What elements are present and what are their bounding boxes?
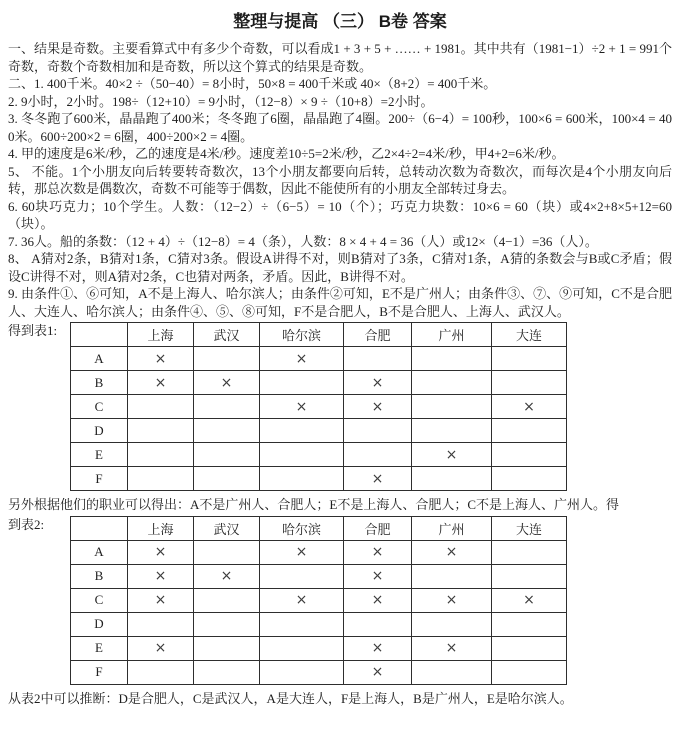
row-label: F bbox=[71, 467, 128, 491]
mark-cell: × bbox=[128, 371, 194, 395]
table-row bbox=[71, 588, 567, 612]
row-label: D bbox=[71, 612, 128, 636]
header-row bbox=[71, 323, 567, 347]
mark-cell bbox=[128, 443, 194, 467]
mark-cell bbox=[492, 636, 567, 660]
mark-cell bbox=[260, 419, 344, 443]
table-row bbox=[71, 395, 567, 419]
answer-paragraph-6: 5、 不能。1个小朋友向后转要转奇数次，13个小朋友都要向后转，总转动次数为奇数次，而每次是4个小朋友向后转，那总次数是偶数次，奇数不可能等于偶数，因此不能使所有的小朋友全部转过身去。 bbox=[8, 163, 672, 196]
row-label: D bbox=[71, 419, 128, 443]
mark-cell bbox=[260, 371, 344, 395]
row-label: E bbox=[71, 443, 128, 467]
mark-cell bbox=[260, 564, 344, 588]
answer-paragraph-7: 6. 60块巧克力；10个学生。人数：（12−2）÷（6−5）= 10（个）；巧克力块数：10×6 = 60（块）或4×2+8×5+12=60（块）。 bbox=[8, 198, 672, 231]
mark-cell bbox=[492, 347, 567, 371]
mark-cell: × bbox=[194, 371, 260, 395]
header-row bbox=[71, 516, 567, 540]
mark-cell bbox=[194, 347, 260, 371]
row-label: B bbox=[71, 371, 128, 395]
column-header: 大连 bbox=[492, 323, 567, 347]
answer-paragraph-2: 二、1. 400千米。40×2 ÷（50−40）= 8小时，50×8 = 400千米或 40×（8+2）= 400千米。 bbox=[8, 76, 497, 91]
answer-paragraph-4: 3. 冬冬跑了600米，晶晶跑了400米；冬冬跑了6圈，晶晶跑了4圈。200÷（6−4）= 100秒，100×6 = 600米，100×4 = 400米。600÷200×2 = 6圈，400÷200×2 = 4圈。 bbox=[8, 111, 672, 144]
column-header: 哈尔滨 bbox=[260, 323, 344, 347]
mark-cell bbox=[492, 564, 567, 588]
mark-cell: × bbox=[344, 371, 412, 395]
mark-cell bbox=[412, 395, 492, 419]
mark-cell: × bbox=[492, 588, 567, 612]
column-header: 大连 bbox=[492, 516, 567, 540]
column-header: 上海 bbox=[128, 516, 194, 540]
mark-cell bbox=[412, 564, 492, 588]
mark-cell bbox=[194, 395, 260, 419]
table-row bbox=[71, 540, 567, 564]
mark-cell bbox=[128, 395, 194, 419]
mark-cell: × bbox=[344, 660, 412, 684]
mark-cell: × bbox=[128, 540, 194, 564]
mark-cell bbox=[344, 419, 412, 443]
answer-paragraph-10: 9. 由条件①、⑥可知，A不是上海人、哈尔滨人；由条件②可知，E不是广州人；由条件③、⑦、⑨可知，C不是合肥人、大连人、哈尔滨人；由条件④、⑤、⑧可知，F不是合肥人，B不是合肥人、上海人、武汉人。 bbox=[8, 286, 672, 319]
mark-cell bbox=[128, 467, 194, 491]
mark-cell bbox=[260, 636, 344, 660]
mark-cell: × bbox=[344, 395, 412, 419]
mark-cell: × bbox=[412, 540, 492, 564]
mark-cell bbox=[412, 467, 492, 491]
mark-cell bbox=[260, 660, 344, 684]
table1-section bbox=[8, 321, 672, 491]
mark-cell bbox=[128, 612, 194, 636]
mark-cell: × bbox=[492, 395, 567, 419]
table2-section bbox=[8, 515, 672, 685]
table-row bbox=[71, 443, 567, 467]
table2-grid bbox=[70, 516, 567, 685]
mark-cell bbox=[412, 371, 492, 395]
column-header: 武汉 bbox=[194, 323, 260, 347]
mark-cell: × bbox=[128, 564, 194, 588]
column-header: 武汉 bbox=[194, 516, 260, 540]
mark-cell bbox=[194, 443, 260, 467]
mark-cell: × bbox=[194, 564, 260, 588]
mark-cell bbox=[492, 419, 567, 443]
mark-cell bbox=[492, 371, 567, 395]
mark-cell: × bbox=[344, 588, 412, 612]
row-label: A bbox=[71, 540, 128, 564]
table1-label: 得到表1: bbox=[8, 323, 58, 338]
mark-cell bbox=[260, 443, 344, 467]
answer-paragraph-3: 2. 9小时，2小时。198÷（12+10）= 9小时，（12−8）× 9 ÷（10+8）=2小时。 bbox=[8, 93, 434, 109]
mark-cell: × bbox=[260, 540, 344, 564]
mark-cell bbox=[492, 540, 567, 564]
answer-paragraph-9: 8、 A猜对2条，B猜对1条，C猜对3条。假设A讲得不对，则B猜对了3条，C猜对1条，A猜的条数会与B或C矛盾；假设C讲得不对，则A猜对2条，C也猜对两条，矛盾。因此，B讲得不对。 bbox=[8, 251, 672, 284]
mark-cell bbox=[194, 467, 260, 491]
page-title: 整理与提高 （三） B卷 答案 bbox=[233, 12, 447, 31]
mark-cell: × bbox=[344, 564, 412, 588]
column-header: 合肥 bbox=[344, 323, 412, 347]
column-header: 上海 bbox=[128, 323, 194, 347]
row-label: B bbox=[71, 564, 128, 588]
row-label: A bbox=[71, 347, 128, 371]
mark-cell: × bbox=[260, 395, 344, 419]
table-row bbox=[71, 612, 567, 636]
mark-cell bbox=[194, 612, 260, 636]
answer-paragraph-8: 7. 36人。船的条数：（12 + 4）÷（12−8）= 4（条），人数：8 × 4 + 4 = 36（人）或12×（4−1）=36（人）。 bbox=[8, 233, 598, 249]
mark-cell bbox=[194, 660, 260, 684]
column-header: 广州 bbox=[412, 516, 492, 540]
column-header: 合肥 bbox=[344, 516, 412, 540]
between-tables-text: 另外根据他们的职业可以得出：A不是广州人、合肥人；E不是上海人、合肥人；C不是上海人、广州人。得 bbox=[8, 497, 620, 512]
row-label: C bbox=[71, 395, 128, 419]
mark-cell: × bbox=[412, 636, 492, 660]
mark-cell: × bbox=[260, 588, 344, 612]
table2-label: 到表2: bbox=[8, 516, 45, 532]
row-label: E bbox=[71, 636, 128, 660]
mark-cell bbox=[492, 443, 567, 467]
mark-cell: × bbox=[344, 636, 412, 660]
mark-cell bbox=[128, 419, 194, 443]
table-row bbox=[71, 660, 567, 684]
column-header: 广州 bbox=[412, 323, 492, 347]
mark-cell: × bbox=[128, 347, 194, 371]
mark-cell bbox=[492, 612, 567, 636]
mark-cell bbox=[128, 660, 194, 684]
mark-cell bbox=[194, 636, 260, 660]
mark-cell bbox=[344, 612, 412, 636]
mark-cell bbox=[260, 612, 344, 636]
mark-cell bbox=[412, 347, 492, 371]
table-row bbox=[71, 467, 567, 491]
mark-cell: × bbox=[128, 588, 194, 612]
mark-cell bbox=[344, 443, 412, 467]
row-label: C bbox=[71, 588, 128, 612]
mark-cell bbox=[260, 467, 344, 491]
mark-cell: × bbox=[412, 588, 492, 612]
table1-grid bbox=[70, 322, 567, 491]
mark-cell bbox=[492, 467, 567, 491]
answer-paragraph-1: 一、结果是奇数。主要看算式中有多少个奇数，可以看成1 + 3 + 5 + …… + 1981。其中共有（1981−1）÷2 + 1 = 991个奇数，奇数个奇数相加和是奇数，所以这个算式的结果是奇数。 bbox=[8, 41, 672, 74]
mark-cell bbox=[194, 419, 260, 443]
mark-cell: × bbox=[344, 467, 412, 491]
mark-cell bbox=[412, 419, 492, 443]
corner-cell bbox=[71, 323, 128, 347]
mark-cell: × bbox=[344, 540, 412, 564]
conclusion-text: 从表2中可以推断：D是合肥人，C是武汉人，A是大连人，F是上海人，B是广州人，E是哈尔滨人。 bbox=[8, 690, 573, 706]
mark-cell: × bbox=[260, 347, 344, 371]
answer-paragraph-5: 4. 甲的速度是6米/秒，乙的速度是4米/秒。速度差10÷5=2米/秒，乙2×4÷2=4米/秒，甲4+2=6米/秒。 bbox=[8, 146, 565, 161]
mark-cell bbox=[492, 660, 567, 684]
mark-cell bbox=[412, 660, 492, 684]
column-header: 哈尔滨 bbox=[260, 516, 344, 540]
mark-cell: × bbox=[412, 443, 492, 467]
table-row bbox=[71, 636, 567, 660]
table-row bbox=[71, 371, 567, 395]
corner-cell bbox=[71, 516, 128, 540]
table-row bbox=[71, 419, 567, 443]
mark-cell bbox=[194, 588, 260, 612]
row-label: F bbox=[71, 660, 128, 684]
mark-cell: × bbox=[128, 636, 194, 660]
mark-cell bbox=[412, 612, 492, 636]
mark-cell bbox=[344, 347, 412, 371]
table-row bbox=[71, 564, 567, 588]
mark-cell bbox=[194, 540, 260, 564]
table-row bbox=[71, 347, 567, 371]
